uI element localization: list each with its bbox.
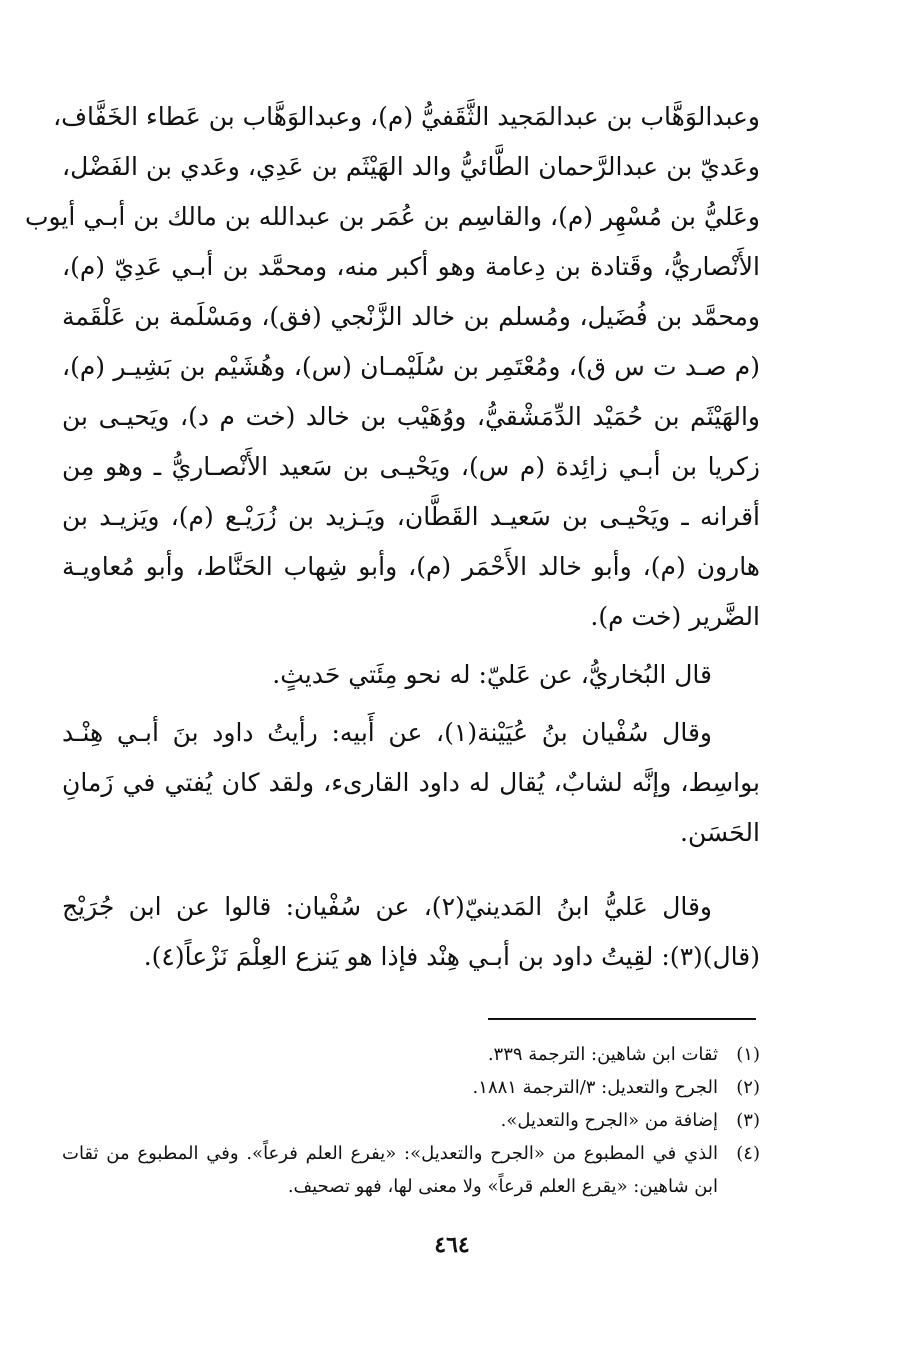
footnote-text: الجرح والتعديل: ٣/الترجمة ١٨٨١. bbox=[472, 1077, 718, 1098]
footnote-separator bbox=[488, 1018, 756, 1020]
text-line: أقرانه ـ ويَحْيـى بن سَعيـد القَطَّان، ويَـزيد بن زُرَيْـع (م)، ويَزيـد بن bbox=[62, 502, 760, 531]
footnote-4 bbox=[62, 1137, 760, 1170]
footnote-4-continuation: ابن شاهين: «يقرع العلم قرعاً» ولا معنى لها، فهو تصحيف. bbox=[287, 1176, 718, 1197]
text-line: قال البُخاريُّ، عن عَليّ: له نحو مِئَتي حَديثٍ. bbox=[272, 660, 712, 689]
footnote-text: ثقات ابن شاهين: الترجمة ٣٣٩. bbox=[487, 1044, 718, 1065]
footnote-text: الذي في المطبوع من «الجرح والتعديل»: «يفرع العلم فرعاً». وفي المطبوع من ثقات bbox=[62, 1143, 718, 1164]
footnote-number: (٤) bbox=[736, 1143, 760, 1164]
footnotes bbox=[62, 1038, 760, 1203]
text-line: وعَديّ بن عبدالرَّحمان الطَّائيُّ والد الهَيْثَم بن عَدِي، وعَدي بن الفَضْل، bbox=[62, 152, 760, 181]
sufyan-quote-paragraph bbox=[62, 708, 760, 858]
text-line: ومحمَّد بن فُضَيل، ومُسلم بن خالد الزَّنْجي (فق)، ومَسْلَمة بن عَلْقَمة bbox=[62, 302, 760, 331]
text-line: هارون (م)، وأبو خالد الأَحْمَر (م)، وأبو شِهاب الحَنَّاط، وأبو مُعاويـة bbox=[62, 552, 760, 581]
text-line: وقال عَليُّ ابنُ المَدينيّ(٢)، عن سُفْيان: قالوا عن ابن جُرَيْج bbox=[62, 892, 712, 921]
text-line: الأَنْصاريُّ، وقَتادة بن دِعامة وهو أكبر منه، ومحمَّد بن أبـي عَدِيّ (م)، bbox=[62, 252, 760, 281]
text-line: بواسِط، وإنَّه لشابٌ، يُقال له داود القارىء، ولقد كان يُفتي في زَمانِ bbox=[62, 768, 760, 797]
text-line: وقال سُفْيان بنُ عُيَيْنة(١)، عن أَبيه: رأيتُ داود بنَ أبـي هِنْـد bbox=[62, 718, 712, 747]
footnote-3 bbox=[62, 1104, 760, 1137]
footnote-1 bbox=[62, 1038, 760, 1071]
text-line: (قال)(٣): لقِيتُ داود بن أبـي هِنْد فإذا هو يَنزع العِلْمَ نَزْعاً(٤). bbox=[143, 942, 760, 971]
footnote-number: (١) bbox=[736, 1044, 760, 1065]
main-text bbox=[24, 92, 760, 982]
footnote-number: (٣) bbox=[736, 1110, 760, 1131]
ali-madini-quote-paragraph bbox=[62, 882, 760, 982]
text-line: (م صـد ت س ق)، ومُعْتَمِر بن سُلَيْمـان (س)، وهُشَيْم بن بَشِيـر (م)، bbox=[62, 352, 760, 381]
text-line: وعَليُّ بن مُسْهِر (م)، والقاسِم بن عُمَر بن عبدالله بن مالك بن أبـي أيوب bbox=[24, 202, 760, 231]
text-line: الضَّرير (خت م). bbox=[590, 602, 760, 631]
footnote-2 bbox=[62, 1071, 760, 1104]
text-line: وعبدالوَهَّاب بن عبدالمَجيد الثَّقَفيُّ (م)، وعبدالوَهَّاب بن عَطاء الخَفَّاف، bbox=[53, 102, 760, 131]
footnote-number: (٢) bbox=[736, 1077, 760, 1098]
bukhari-quote-paragraph bbox=[62, 650, 760, 700]
footnote-text: إضافة من «الجرح والتعديل». bbox=[500, 1110, 718, 1131]
text-line: الحَسَن. bbox=[680, 818, 760, 847]
page-number: ٤٦٤ bbox=[434, 1232, 470, 1258]
narrators-list-paragraph bbox=[24, 92, 760, 642]
text-line: زكريا بن أبـي زائِدة (م س)، ويَحْيـى بن سَعيد الأَنْصـاريُّ ـ وهو مِن bbox=[62, 452, 760, 481]
text-line: والهَيْثَم بن حُمَيْد الدِّمَشْقيُّ، ووُهَيْب بن خالد (خت م د)، ويَحيـى بن bbox=[62, 402, 760, 431]
